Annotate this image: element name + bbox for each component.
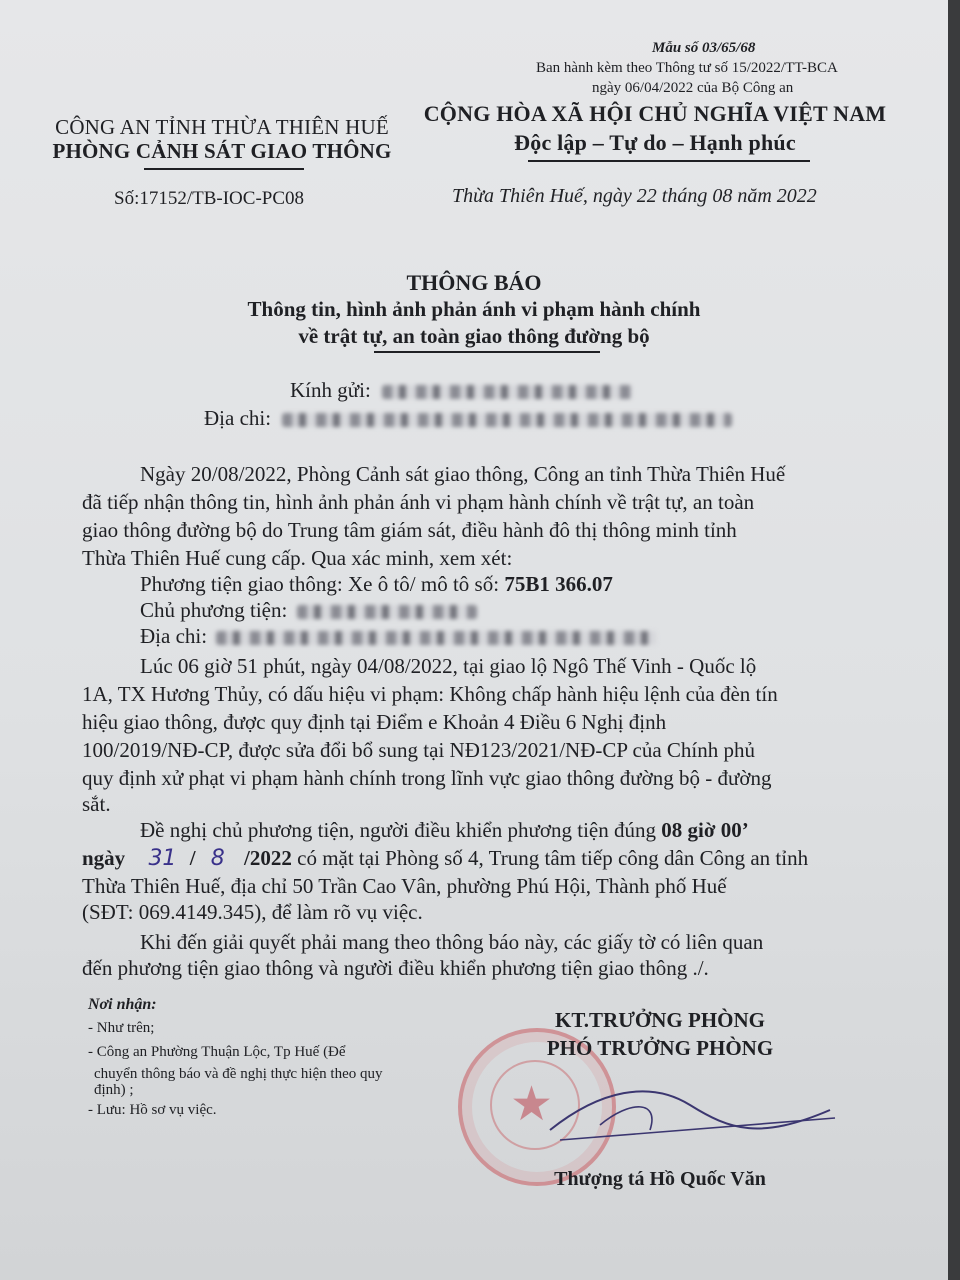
recipient-address-label: Địa chi: [204, 406, 272, 430]
national-motto: Độc lập – Tự do – Hạnh phúc [514, 130, 796, 155]
notice-subtitle-2: về trật tự, an toàn giao thông đường bộ [298, 324, 650, 348]
star-icon: ★ [510, 1076, 554, 1132]
owner-line [140, 598, 477, 623]
recipients-item: định) ; [94, 1082, 134, 1098]
signatory-role-2: PHÓ TRƯỞNG PHÒNG [546, 1036, 774, 1060]
body-line: hiệu giao thông, được quy định tại Điểm e Khoản 4 Điều 6 Nghị định [82, 710, 667, 734]
day-label: ngày [82, 846, 126, 870]
body-line: Khi đến giải quyết phải mang theo thông báo này, các giấy tờ có liên quan [140, 930, 764, 954]
form-number: Mẫu số 03/65/68 [652, 40, 756, 56]
owner-address-line [140, 624, 656, 649]
recipients-title: Nơi nhận: [88, 996, 157, 1013]
place-date: Thừa Thiên Huế, ngày 22 tháng 08 năm 2022 [452, 185, 817, 207]
signatory-name: Thượng tá Hồ Quốc Văn [554, 1168, 766, 1190]
notice-subtitle-1: Thông tin, hình ảnh phản ánh vi phạm hành chính [247, 297, 701, 321]
body-line: Thừa Thiên Huế cung cấp. Qua xác minh, xem xét: [82, 546, 513, 570]
title-underline [374, 351, 600, 353]
recipient-to-label: Kính gửi: [290, 378, 371, 402]
body-line: sắt. [82, 792, 111, 816]
body-line: đã tiếp nhận thông tin, hình ảnh phản ánh vi phạm hành chính về trật tự, an toàn [82, 490, 755, 514]
body-line: Thừa Thiên Huế, địa chỉ 50 Trần Cao Vân, phường Phú Hội, Thành phố Huế [82, 874, 727, 898]
body-line: Ngày 20/08/2022, Phòng Cảnh sát giao thông, Công an tỉnh Thừa Thiên Huế [140, 462, 786, 486]
issuer-underline [144, 168, 304, 170]
appointment-year: /2022 [244, 846, 292, 870]
issuer-department: PHÒNG CẢNH SÁT GIAO THÔNG [52, 139, 392, 163]
appointment-line [140, 818, 749, 843]
recipient-to [290, 378, 632, 403]
redacted-owner-address [216, 631, 656, 645]
redacted-owner-name [297, 605, 477, 619]
license-plate: 75B1 366.07 [504, 572, 613, 596]
form-issued-line1: Ban hành kèm theo Thông tư số 15/2022/TT-BCA [536, 60, 838, 76]
body-line: giao thông đường bộ do Trung tâm giám sát, điều hành đô thị thông minh tỉnh [82, 518, 737, 542]
recipients-item: - Công an Phường Thuận Lộc, Tp Huế (Để [88, 1044, 346, 1060]
recipient-address [204, 406, 732, 431]
body-line: 100/2019/NĐ-CP, được sửa đổi bổ sung tại NĐ123/2021/NĐ-CP của Chính phủ [82, 738, 755, 762]
recipients-item: - Lưu: Hồ sơ vụ việc. [88, 1102, 217, 1118]
signatory-role-1: KT.TRƯỞNG PHÒNG [555, 1008, 765, 1032]
recipients-item: - Như trên; [88, 1020, 155, 1036]
body-line: đến phương tiện giao thông và người điều khiển phương tiện giao thông ./. [82, 956, 709, 980]
vehicle-label: Phương tiện giao thông: Xe ô tô/ mô tô số: [140, 572, 505, 596]
recipients-item: chuyển thông báo và đề nghị thực hiện theo quy [94, 1066, 383, 1082]
appointment-text: Đề nghị chủ phương tiện, người điều khiển phương tiện đúng [140, 818, 662, 842]
motto-underline [528, 160, 810, 162]
appointment-time: 08 giờ 00’ [661, 818, 749, 842]
form-issued-line2: ngày 06/04/2022 của Bộ Công an [592, 80, 794, 96]
redacted-recipient-name [382, 385, 632, 399]
notice-title: THÔNG BÁO [406, 270, 542, 295]
handwritten-signature [540, 1070, 840, 1150]
owner-label: Chủ phương tiện: [140, 598, 288, 622]
issuer-agency: CÔNG AN TỈNH THỪA THIÊN HUẾ [55, 115, 389, 139]
appointment-place: có mặt tại Phòng số 4, Trung tâm tiếp công dân Công an tỉnh [291, 846, 809, 870]
date-slash: / [189, 846, 196, 870]
vehicle-line [140, 572, 613, 597]
document-number: Số:17152/TB-IOC-PC08 [114, 188, 305, 209]
body-line: Lúc 06 giờ 51 phút, ngày 04/08/2022, tại giao lộ Ngô Thế Vinh - Quốc lộ [140, 654, 757, 678]
handwritten-month: 8 [210, 846, 225, 871]
redacted-recipient-address [282, 413, 732, 427]
handwritten-day: 31 [148, 846, 177, 871]
body-line: quy định xử phạt vi phạm hành chính trong lĩnh vực giao thông đường bộ - đường [82, 766, 772, 790]
appointment-date-line [82, 846, 808, 871]
body-line: (SĐT: 069.4149.345), để làm rõ vụ việc. [82, 900, 423, 924]
owner-address-label: Địa chi: [140, 624, 208, 648]
republic-title: CỘNG HÒA XÃ HỘI CHỦ NGHĨA VIỆT NAM [423, 101, 887, 126]
body-line: 1A, TX Hương Thủy, có dấu hiệu vi phạm: Không chấp hành hiệu lệnh của đèn tín [82, 682, 778, 706]
